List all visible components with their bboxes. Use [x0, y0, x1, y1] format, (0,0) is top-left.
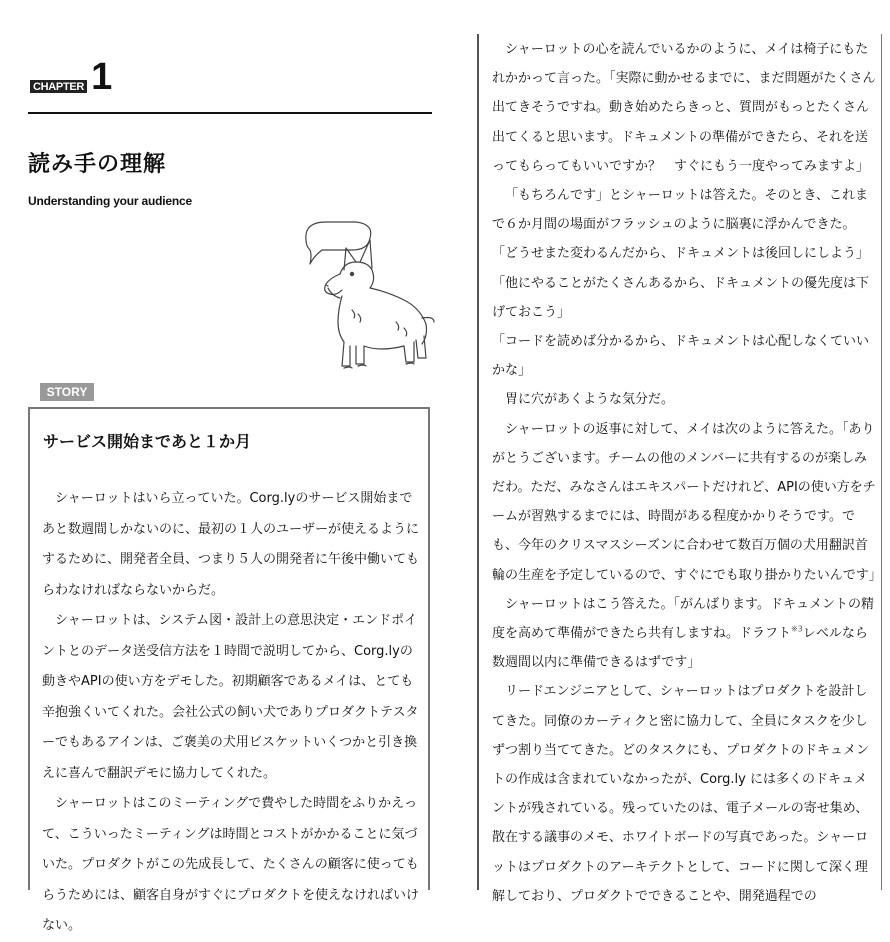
quote-line: 「どうせまた変わるんだから、ドキュメントは後回しにしよう」 [492, 246, 870, 262]
body-paragraph: シャーロットの心を読んでいるかのように、メイは椅子にもたれかかって言った。「実際に動かせるまでに、まだ問題がたくさん出てきそうですね。動き始めたらきっと、質問がもっとたくさん出てくると思います。ドキュメントの準備ができたら、それを送ってもらってもいいですか？ すぐにもう一度やってみますよ」 [492, 42, 876, 174]
story-paragraph: シャーロットはいら立っていた。Corg.lyのサービス開始まであと数週間しかないのに、最初の１人のユーザーが使えるようにするために、開発者全員、つまり５人の開発者に午後中働いてもらわなければならないからだ。 [42, 491, 420, 598]
body-paragraph: シャーロットの返事に対して、メイは次のように答えた。「ありがとうございます。チームの他のメンバーに共有するのが楽しみだわ。ただ、みなさんはエキスパートだけれど、APIの使い方をチームが習熟するまでには、時間がある程度かかりそうです。でも、今年のクリスマスシーズンに合わせて数百万個の犬用翻訳首輪の生産を予定しているので、すぐにでも取り掛かりたいんです」 [492, 421, 882, 583]
story-box [28, 407, 430, 933]
body-paragraph: リードエンジニアとして、シャーロットはプロダクトを設計してきた。同僚のカーティクと密に協力して、全員にタスクを少しずつ割り当ててきた。どのタスクにも、プロダクトのドキュメントの作成は含まれていなかったが、Corg.ly には多くのドキュメントが残されている。残っていたのは、電子メールの寄せ集め、散在する議事のメモ、ホワイトボードの写真であった。シャーロットはプロダクトのアーキテクトとして、コードに関して深く理解しており、プロダクトでできることや、開発過程での [492, 684, 870, 904]
paragraph-text: シャーロットはこう答えた。「がんばります。ドキュメントの精度を高めて準備ができたら共有しますね。ドラフト [492, 596, 874, 642]
corgi-illustration [300, 218, 440, 383]
chapter-number: 1 [91, 56, 113, 98]
quote-line: 「他にやることがたくさんあるから、ドキュメントの優先度は下げておこう」 [492, 275, 870, 320]
page-title: 読み手の理解 [28, 152, 167, 177]
body-paragraph: 胃に穴があくような気分だ。 [505, 392, 675, 408]
footnote-marker[interactable]: ※3 [791, 624, 803, 634]
right-page-body [492, 35, 882, 911]
story-body [42, 484, 422, 942]
quote-line: 「コードを読めば分かるから、ドキュメントは心配しなくていいかな」 [492, 334, 870, 379]
story-paragraph: シャーロットは、システム図・設計上の意思決定・エンドポイントとのデータ送受信方法を１時間で説明してから、Corg.lyの動きやAPIの使い方をデモした。初期顧客であるメイは、とても辛抱強くいてくれた。会社公式の飼い犬でありプロダクトテスターでもあるアインは、ご褒美の犬用ビスケットいくつかと引き換えに喜んで翻訳デモに協力してくれた。 [42, 613, 419, 781]
story-heading: サービス開始まであと１か月 [43, 432, 252, 451]
page-subtitle: Understanding your audience [28, 194, 192, 208]
body-paragraph-with-note [492, 590, 876, 678]
chapter-heading [30, 58, 112, 96]
story-paragraph: シャーロットはこのミーティングで費やした時間をふりかえって、こういったミーティングは時間とコストがかかることに気づいた。プロダクトがこの先成長して、たくさんの顧客に使ってもらうためには、顧客自身がすぐにプロダクトを使えなければいけない。 [42, 796, 420, 933]
chapter-divider [28, 112, 432, 114]
left-page [0, 0, 445, 933]
paragraph-text: レベルなら数週間以内に準備できるはずです」 [492, 626, 868, 671]
chapter-badge: CHAPTER [30, 80, 87, 93]
story-tag: STORY [40, 383, 94, 401]
right-page [470, 0, 890, 904]
body-paragraph: 「もちろんです」とシャーロットは答えた。そのとき、これまで６か月間の場面がフラッシュのように脳裏に浮かんできた。 [492, 188, 868, 233]
